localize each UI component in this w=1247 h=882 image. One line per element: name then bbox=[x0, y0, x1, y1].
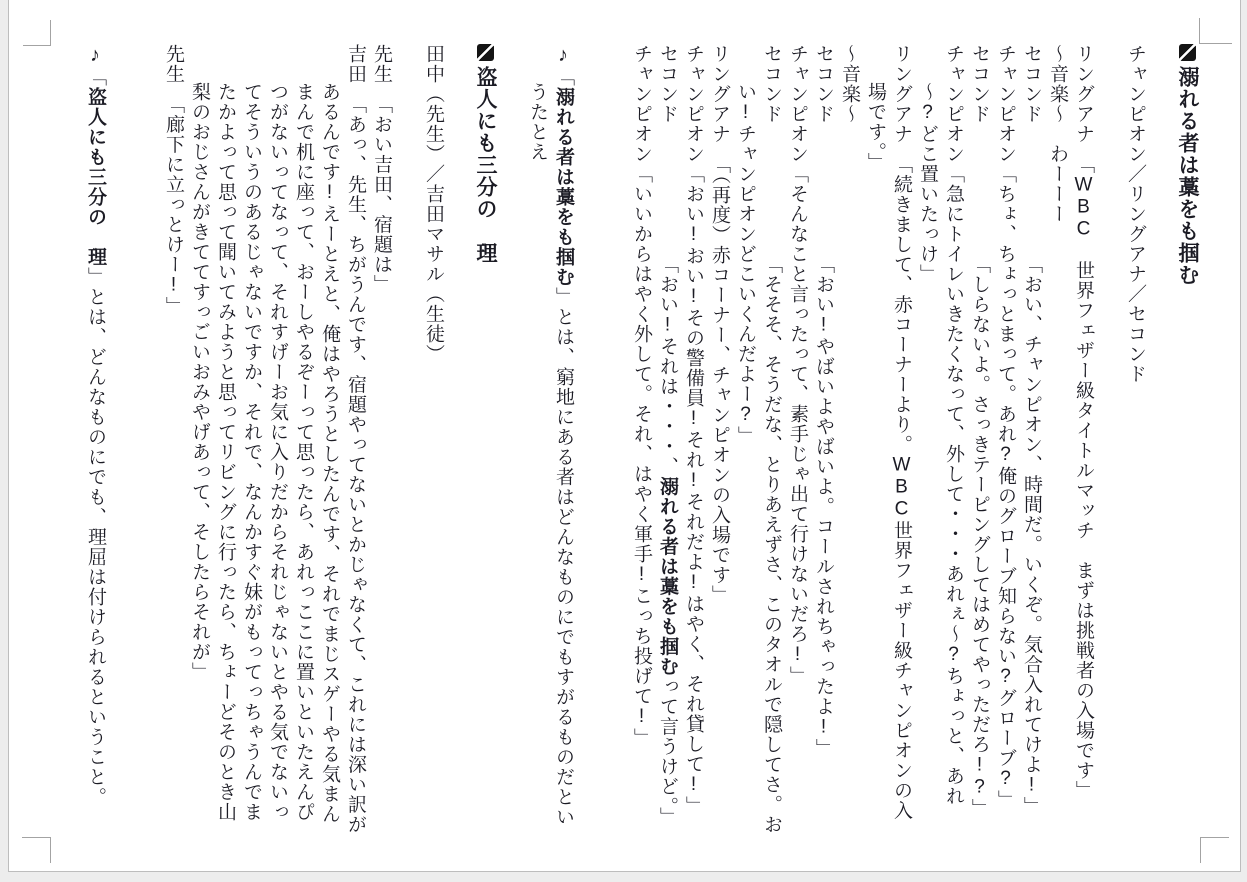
blank-line bbox=[498, 44, 524, 837]
text-run: ～音楽～ bbox=[839, 44, 860, 124]
text-run: 吉田 「あっ、先生、ちがうんです、宿題やってないとかじゃなくて、これには深い訳があるんです!えーとえと、俺はやろうとしたんです、それでまじスゲーやる気まんまんで机に座って、おーしやるぞーって思ったら、あれっここに置いといたえんぴつがないってなって、それすげーお気に入りだからそれじゃないとやる気でないってそういうのあるじゃないですか、それで、なんかすぐ妹がもってっちゃうんでまたかよって思って聞いてみようと思ってリビングに行ったら、ちょーどそのとき山梨のおじさんがきててすっごいおみやげあって、そしたらそれが」 bbox=[189, 44, 366, 835]
text-run: チャンピオン「急にトイレいきたくなって、外して・・・あれぇ～?ちょっと、あれ～?どこ置いたっけ」 bbox=[917, 44, 964, 806]
text-line bbox=[654, 44, 680, 837]
text-line bbox=[524, 44, 576, 837]
text-run: 溺れる者は藁をも掴む bbox=[553, 87, 574, 287]
text-run: リングアナ 「（再度）赤コーナー、チャンピオンの入場です」 bbox=[709, 44, 730, 605]
text-line bbox=[836, 44, 862, 837]
blank-line bbox=[446, 44, 472, 837]
section-title bbox=[1174, 44, 1200, 837]
text-line bbox=[160, 44, 186, 837]
blank-line bbox=[134, 44, 160, 837]
text-run: 先生 「廊下に立っとけー!」 bbox=[163, 44, 184, 317]
text-line bbox=[420, 44, 446, 837]
text-line bbox=[914, 44, 966, 837]
blank-line bbox=[1148, 44, 1174, 837]
text-line bbox=[1070, 44, 1096, 837]
text-line bbox=[784, 44, 810, 837]
text-run: 」とは、窮地にある者はどんなものにでもすがるものだというたとえ bbox=[527, 82, 574, 827]
text-run: 「 bbox=[85, 67, 106, 87]
document-page bbox=[8, 0, 1241, 872]
blank-line bbox=[576, 44, 602, 837]
text-line bbox=[706, 44, 732, 837]
crop-mark-bottom-left bbox=[22, 837, 51, 863]
text-run: セコンド 「おい、チャンピオン、時間だ。いくぞ。気合入れてけよ!」 bbox=[1021, 44, 1042, 817]
text-run: 」とは、どんなものにでも、理屈は付けられるということ。 bbox=[85, 267, 106, 807]
text-run: セコンド 「そそそ、そうだな、とりあえずさ、このタオルで隠してさ。おい!チャンピオンどこいくんだよー?」 bbox=[735, 44, 782, 835]
text-run: 盗人にも三分の 理 bbox=[85, 87, 106, 267]
text-run: チャンピオン「おい!おい!その警備員!それ!それだよ!はやく、それ貸して!」 bbox=[683, 44, 704, 816]
blank-line bbox=[1096, 44, 1122, 837]
text-line bbox=[368, 44, 394, 837]
text-run: チャンピオン／リングアナ／セコンド bbox=[1125, 44, 1146, 384]
text-run: セコンド 「おい!それは・・・、 bbox=[657, 44, 678, 477]
text-run: チャンピオン「そんなこと言ったって、素手じゃ出て行けないだろ!」 bbox=[787, 44, 808, 686]
document-text-area[interactable] bbox=[50, 44, 1200, 837]
crop-mark-top-right bbox=[1199, 18, 1232, 44]
crop-mark-top-left bbox=[23, 20, 51, 46]
text-line bbox=[1018, 44, 1044, 837]
text-line bbox=[966, 44, 992, 837]
text-run: 溺れる者は藁をも掴む bbox=[657, 476, 678, 677]
text-line bbox=[992, 44, 1018, 837]
text-line bbox=[732, 44, 784, 837]
text-run: って言うけど。」 bbox=[657, 676, 678, 827]
text-line bbox=[82, 44, 108, 837]
blank-line bbox=[394, 44, 420, 837]
text-line bbox=[810, 44, 836, 837]
text-run: リングアナ 「WBC 世界フェザー級タイトルマッチ まずは挑戦者の入場です」 bbox=[1073, 44, 1094, 801]
text-run: 盗人にも三分の 理 bbox=[474, 66, 497, 264]
crop-mark-bottom-right bbox=[1200, 837, 1229, 863]
text-line bbox=[680, 44, 706, 837]
text-run: 先生 「おい吉田、宿題は」 bbox=[371, 44, 392, 295]
text-line bbox=[1044, 44, 1070, 837]
text-run: チャンピオン「いいからはやく外して。それ、はやく軍手!こっち投げて!」 bbox=[631, 44, 652, 748]
text-line bbox=[186, 44, 368, 837]
text-run: セコンド 「おい!やばいよやばいよ。コールされちゃったよ!」 bbox=[813, 44, 834, 759]
text-line bbox=[862, 44, 914, 837]
text-run: 田中（先生）／吉田マサル（生徒） bbox=[423, 44, 444, 364]
section-title bbox=[472, 44, 498, 837]
text-run: セコンド 「しらないよ。さっきテーピングしてはめてやっただろ!?」 bbox=[969, 44, 990, 819]
text-line bbox=[628, 44, 654, 837]
text-run: チャンピオン「ちょ、ちょっとまって。あれ?俺のグローブ知らない?グローブ?」 bbox=[995, 44, 1016, 810]
text-run: 溺れる者は藁をも掴む bbox=[1176, 66, 1199, 286]
music-note-icon: ♪ bbox=[84, 44, 106, 67]
text-run: リングアナ 「続きまして、赤コーナーより。WBC世界フェザー級チャンピオンの入場です。」 bbox=[865, 44, 912, 821]
black-square-icon bbox=[1179, 44, 1196, 61]
text-line bbox=[1122, 44, 1148, 837]
blank-line bbox=[108, 44, 134, 837]
black-square-icon bbox=[477, 44, 494, 61]
text-run: ～音楽～ わーーー bbox=[1047, 44, 1068, 224]
text-run: 「 bbox=[553, 67, 574, 87]
music-note-icon: ♪ bbox=[552, 44, 574, 67]
blank-line bbox=[602, 44, 628, 837]
